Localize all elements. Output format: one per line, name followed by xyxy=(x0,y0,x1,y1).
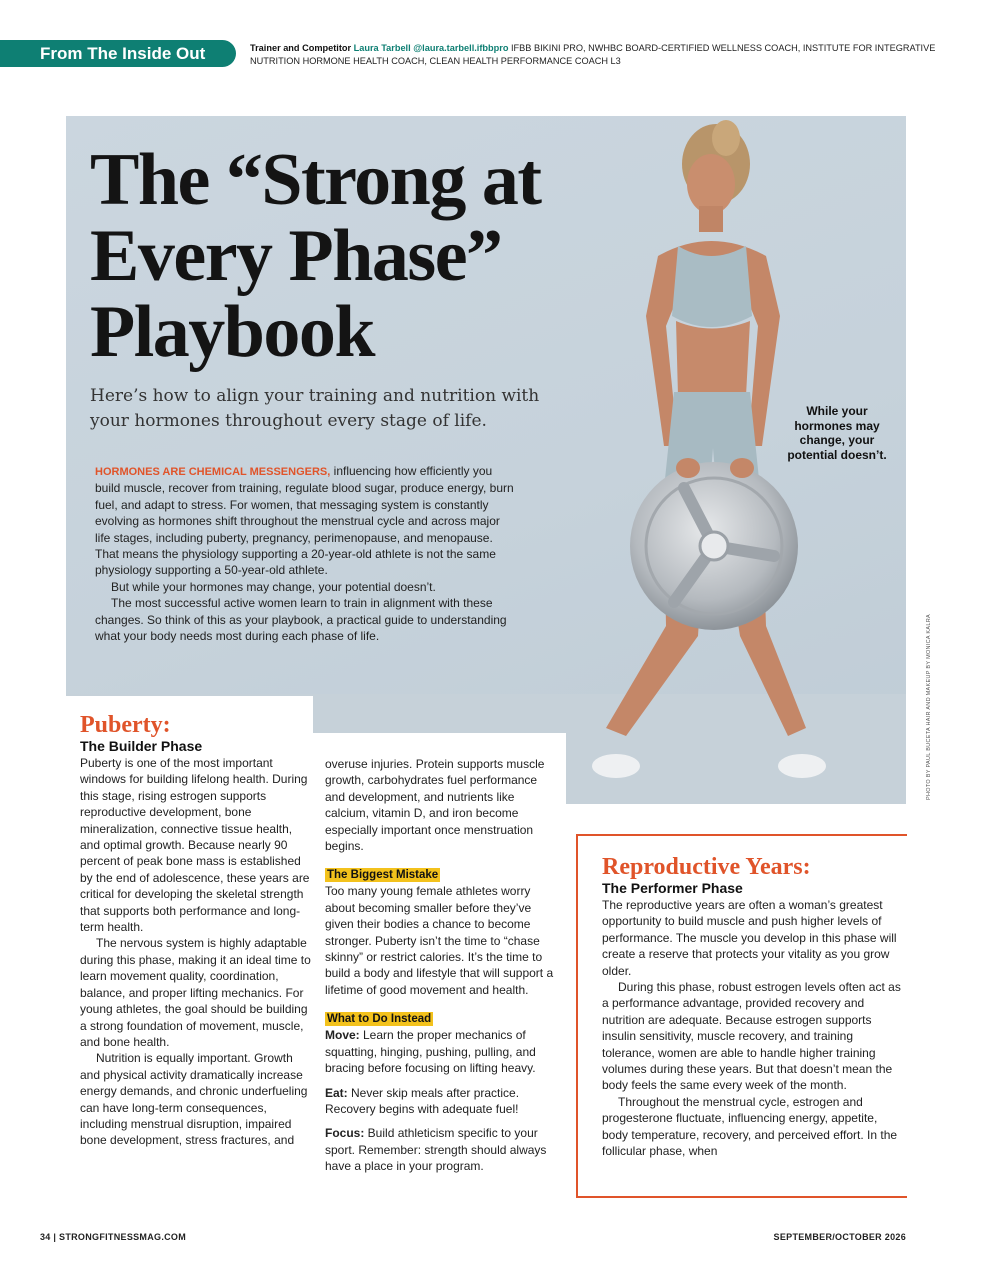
puberty-column xyxy=(80,712,312,1149)
headline-line-3: Playbook xyxy=(90,291,375,373)
headline-line-2: Every Phase” xyxy=(90,215,502,297)
intro-lead: HORMONES ARE CHEMICAL MESSENGERS, xyxy=(95,466,331,478)
deck: Here’s how to align your training and nutrition with your hormones throughout every stage of life. xyxy=(90,386,540,431)
puberty-subtitle: The Builder Phase xyxy=(80,738,203,754)
biggest-mistake-label: The Biggest Mistake xyxy=(327,869,439,882)
puberty-paragraph-2: The nervous system is highly adaptable during this phase, making it an ideal time to learn movement quality, coordination, balance, and proper lifting mechanics. For young athletes, the goal should be building a strong foundation of movement, muscle, and bone health. xyxy=(80,936,311,1049)
footer-page: 34 | STRONGFITNESSMAG.COM xyxy=(40,1232,187,1242)
focus-tip: Focus: Build athleticism specific to your sport. Remember: strength should always have a place in your program. xyxy=(325,1126,547,1174)
puberty-paragraph-4: overuse injuries. Protein supports muscle growth, carbohydrates fuel performance and development, and nutrients like calcium, vitamin D, and iron become especially important once menstruation begins. xyxy=(325,757,545,854)
footer-issue: SEPTEMBER/OCTOBER 2026 xyxy=(773,1232,906,1242)
headline-line-1: The “Strong at xyxy=(90,139,541,221)
eat-tip: Eat: Never skip meals after practice. Recovery begins with adequate fuel! xyxy=(325,1085,520,1116)
puberty-paragraph-3: Nutrition is equally important. Growth and physical activity dramatically increase energy demands, and chronic underfueling can have long-term consequences, including menstrual disruption, impaired bone development, stress fractures, and xyxy=(80,1051,308,1148)
intro-paragraph-3: The most successful active women learn to train in alignment with these changes. So think of this as your playbook, a practical guide to understanding what your body needs most during each phase of life. xyxy=(95,596,507,644)
intro-paragraph-2: But while your hormones may change, your potential doesn’t. xyxy=(111,579,436,594)
byline xyxy=(250,42,950,67)
puberty-column-2 xyxy=(325,756,557,1175)
section-tab: From The Inside Out xyxy=(0,40,236,67)
move-tip: Move: Learn the proper mechanics of squatting, hinging, pushing, pulling, and bracing before focusing on lifting heavy. xyxy=(325,1028,536,1076)
reproductive-column xyxy=(602,854,902,1160)
pull-quote: While your hormones may change, your potential doesn’t. xyxy=(787,404,887,462)
byline-role: Trainer and Competitor xyxy=(250,43,352,53)
reproductive-paragraph-3: Throughout the menstrual cycle, estrogen and progesterone fluctuate, influencing energy, appetite, body temperature, recovery, and perceived effort. In the follicular phase, when xyxy=(602,1094,898,1159)
headline xyxy=(90,139,610,373)
puberty-paragraph-1: Puberty is one of the most important windows for building lifelong health. During this stage, rising estrogen supports reproductive development, bone mineralization, connective tissue health, and optimal growth. Because nearly 90 percent of peak bone mass is established by the end of adolescence, these years are critical for developing the skeletal strength that supports both performance and long-term health. xyxy=(80,756,310,935)
reproductive-title: Reproductive Years: xyxy=(602,854,811,880)
byline-author: Laura Tarbell @laura.tarbell.ifbbpro xyxy=(353,43,509,53)
reproductive-paragraph-1: The reproductive years are often a woman’s greatest opportunity to build muscle and push higher levels of performance. The muscle you develop in this phase will create a reserve that protects your vitality as you grow older. xyxy=(602,898,897,978)
byline-credentials: IFBB BIKINI PRO, NWHBC BOARD-CERTIFIED WELLNESS COACH, INSTITUTE FOR INTEGRATIVE NUTRITION HORMONE HEALTH COACH, CLEAN HEALTH PERFORMANCE COACH L3 xyxy=(250,43,936,66)
reproductive-subtitle: The Performer Phase xyxy=(602,880,743,896)
plate-lettering xyxy=(0,0,1,1)
photo-credit: PHOTO BY PAUL BUCETA HAIR AND MAKEUP BY MONICA KALRA xyxy=(926,614,932,800)
reproductive-paragraph-2: During this phase, robust estrogen levels often act as a performance advantage, provided recovery and nutrition are adequate. Because estrogen supports insulin sensitivity, muscle recovery, and training tolerance, women are able to handle higher training volumes during these years. But that doesn’t mean the body feels the same every week of the month. xyxy=(602,980,901,1093)
intro-paragraph-1: influencing how efficiently you build muscle, recover from training, regulate blood sugar, produce energy, burn fuel, and adapt to stress. For women, that messaging system is constantly evolving as hormones shift throughout the menstrual cycle and across major life stages, including puberty, pregnancy, perimenopause, and menopause. That means the physiology supporting a 20-year-old athlete is not the same physiology supporting a 50-year-old athlete. xyxy=(95,464,514,578)
intro-text xyxy=(95,463,515,644)
what-to-do-label: What to Do Instead xyxy=(327,1013,432,1026)
biggest-mistake-text: Too many young female athletes worry about becoming smaller before they’ve given their bodies a chance to become stronger. Puberty isn’t the time to “chase skinny” or restrict calories. It’s the time to build a body and lifestyle that will support a lifetime of good movement and health. xyxy=(325,884,554,997)
puberty-title: Puberty: xyxy=(80,712,171,738)
